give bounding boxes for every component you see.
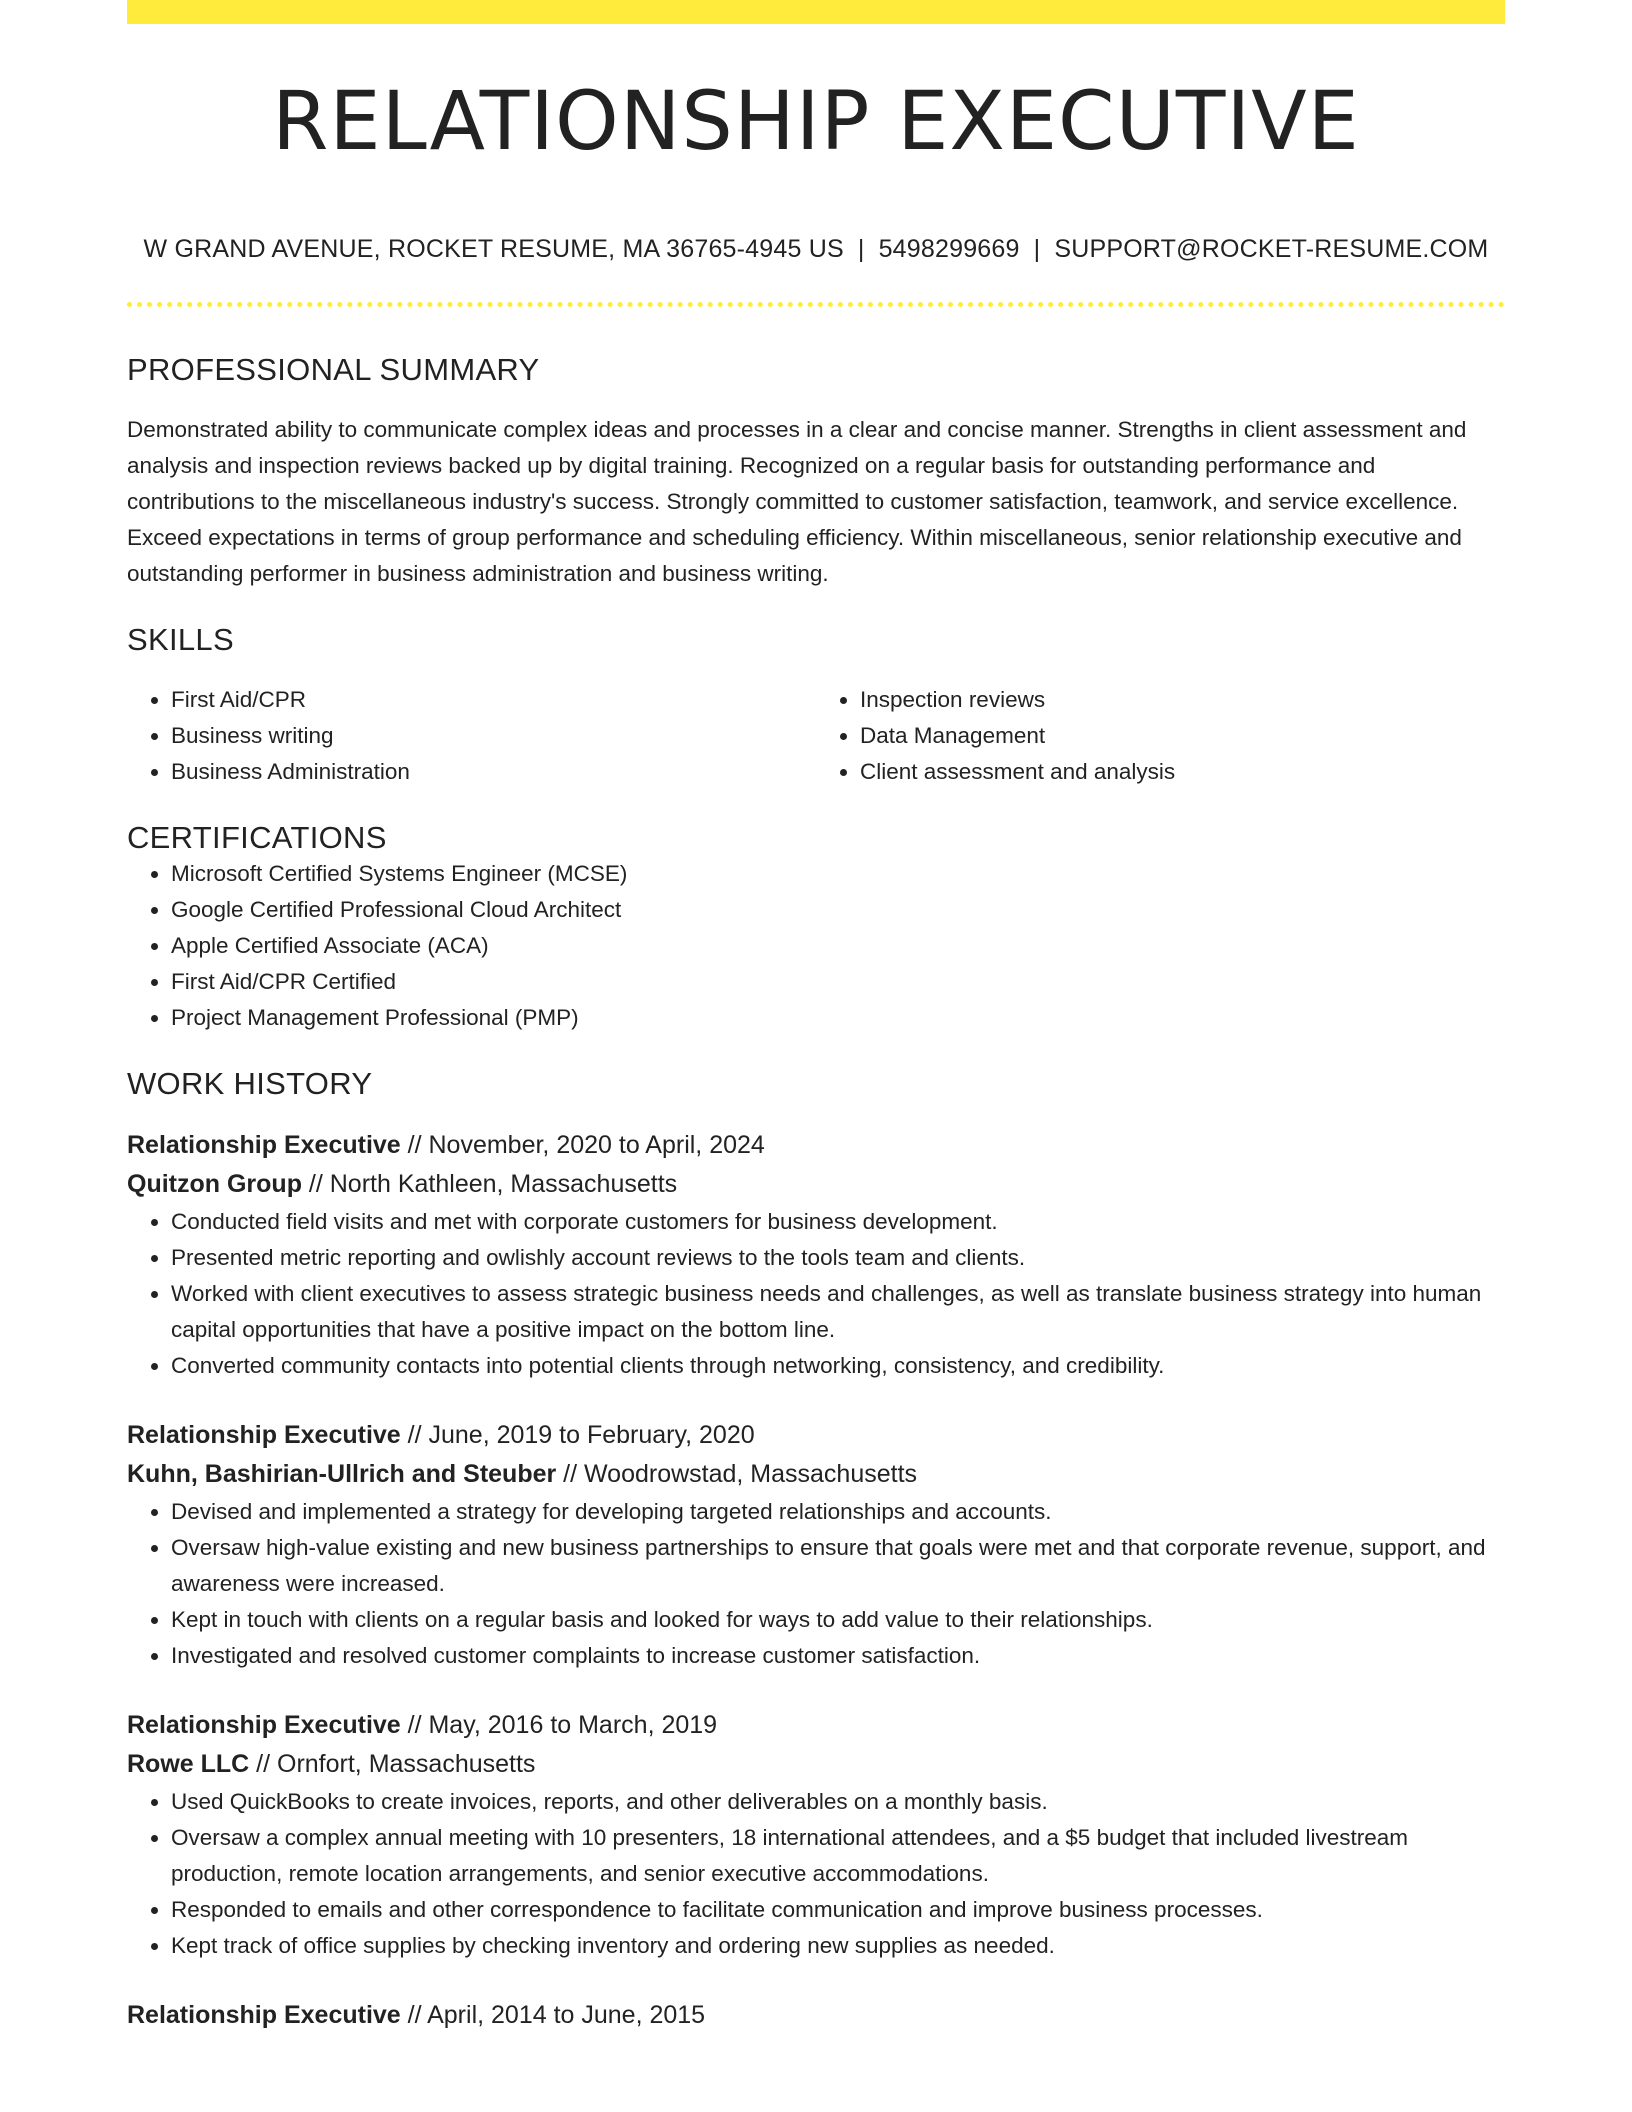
- job-dates: // June, 2019 to February, 2020: [400, 1421, 755, 1449]
- job-company-line: [127, 1165, 1505, 1204]
- accent-top-bar: [127, 0, 1505, 24]
- resume-page: [127, 0, 1505, 2035]
- job-bullet: • Devised and implemented a strategy for developing targeted relationships and accounts.: [171, 1494, 1505, 1530]
- certification-item: • Project Management Professional (PMP): [171, 1000, 1505, 1036]
- skill-item: • Inspection reviews: [860, 682, 1505, 718]
- job-bullet: • Investigated and resolved customer complaints to increase customer satisfaction.: [171, 1638, 1505, 1674]
- skills-heading: SKILLS: [127, 622, 234, 657]
- job-bullet: • Worked with client executives to assess strategic business needs and challenges, as well as translate business strategy into human capital opportunities that have a positive impact on the bottom line.: [171, 1276, 1505, 1348]
- certification-item: • Microsoft Certified Systems Engineer (MCSE): [171, 856, 1505, 892]
- skills-columns: [127, 682, 1505, 790]
- resume-title: RELATIONSHIP EXECUTIVE: [272, 75, 1360, 169]
- dotted-divider: [127, 302, 1505, 307]
- job-bullet: • Kept in touch with clients on a regular basis and looked for ways to add value to their relationships.: [171, 1602, 1505, 1638]
- job-bullet: • Used QuickBooks to create invoices, reports, and other deliverables on a monthly basis.: [171, 1784, 1505, 1820]
- contact-line: [127, 235, 1505, 264]
- contact-separator: |: [857, 235, 865, 263]
- job-company: Quitzon Group: [127, 1170, 302, 1198]
- job-dates: // May, 2016 to March, 2019: [400, 1711, 718, 1739]
- skill-item: • Business writing: [171, 718, 816, 754]
- certification-item: • Apple Certified Associate (ACA): [171, 928, 1505, 964]
- summary-heading: PROFESSIONAL SUMMARY: [127, 352, 540, 387]
- certifications-list: [127, 856, 1505, 1036]
- job-location: // North Kathleen, Massachusetts: [301, 1170, 678, 1198]
- skills-list-right: [816, 682, 1505, 790]
- job-bullet: • Oversaw a complex annual meeting with 10 presenters, 18 international attendees, and a $5 budget that included livestream production, remote location arrangements, and senior executive accommodations.: [171, 1820, 1505, 1892]
- job-title: Relationship Executive: [127, 2001, 401, 2029]
- job-bullet: • Kept track of office supplies by checking inventory and ordering new supplies as needed.: [171, 1928, 1505, 1964]
- job-bullet: • Conducted field visits and met with corporate customers for business development.: [171, 1204, 1505, 1240]
- job-entry: [127, 1996, 1505, 2035]
- job-company-line: [127, 1455, 1505, 1494]
- contact-address: W GRAND AVENUE, ROCKET RESUME, MA 36765-4945 US: [143, 235, 844, 263]
- contact-separator: |: [1033, 235, 1041, 263]
- job-dates: // April, 2014 to June, 2015: [400, 2001, 706, 2029]
- job-bullets: [127, 1494, 1505, 1674]
- job-bullet: • Presented metric reporting and owlishly account reviews to the tools team and clients.: [171, 1240, 1505, 1276]
- skill-item: • First Aid/CPR: [171, 682, 816, 718]
- job-bullet: • Responded to emails and other correspondence to facilitate communication and improve business processes.: [171, 1892, 1505, 1928]
- contact-email: SUPPORT@ROCKET-RESUME.COM: [1054, 235, 1489, 263]
- skills-list-left: [127, 682, 816, 790]
- job-bullet: • Converted community contacts into potential clients through networking, consistency, and credibility.: [171, 1348, 1505, 1384]
- job-title: Relationship Executive: [127, 1131, 401, 1159]
- job-company-line: [127, 1745, 1505, 1784]
- job-bullets: [127, 1204, 1505, 1384]
- job-title: Relationship Executive: [127, 1711, 401, 1739]
- job-location: // Woodrowstad, Massachusetts: [556, 1460, 918, 1488]
- work-history-heading: WORK HISTORY: [127, 1066, 373, 1101]
- job-title-line: [127, 1706, 1505, 1745]
- job-title-line: [127, 1996, 1505, 2035]
- certification-item: • First Aid/CPR Certified: [171, 964, 1505, 1000]
- job-entry: [127, 1126, 1505, 1384]
- skill-item: • Client assessment and analysis: [860, 754, 1505, 790]
- contact-phone: 5498299669: [878, 235, 1020, 263]
- job-bullet: • Oversaw high-value existing and new business partnerships to ensure that goals were met and that corporate revenue, support, and awareness were increased.: [171, 1530, 1505, 1602]
- job-dates: // November, 2020 to April, 2024: [400, 1131, 765, 1159]
- summary-text: Demonstrated ability to communicate complex ideas and processes in a clear and concise manner. Strengths in client assessment and analysis and inspection reviews backed up by digital training. Recognized on a regular basis for outstanding performance and contributions to the miscellaneous industry's success. Strongly committed to customer satisfaction, teamwork, and service excellence. Exceed expectations in terms of group performance and scheduling efficiency. Within miscellaneous, senior relationship executive and outstanding performer in business administration and business writing.: [127, 417, 1467, 586]
- skill-item: • Data Management: [860, 718, 1505, 754]
- job-title-line: [127, 1126, 1505, 1165]
- job-bullets: [127, 1784, 1505, 1964]
- job-title-line: [127, 1416, 1505, 1455]
- certifications-heading: CERTIFICATIONS: [127, 820, 387, 855]
- job-entry: [127, 1706, 1505, 1964]
- job-entry: [127, 1416, 1505, 1674]
- job-location: // Ornfort, Massachusetts: [249, 1750, 536, 1778]
- job-title: Relationship Executive: [127, 1421, 401, 1449]
- certification-item: • Google Certified Professional Cloud Architect: [171, 892, 1505, 928]
- job-company: Kuhn, Bashirian-Ullrich and Steuber: [127, 1460, 557, 1488]
- job-company: Rowe LLC: [127, 1750, 250, 1778]
- skill-item: • Business Administration: [171, 754, 816, 790]
